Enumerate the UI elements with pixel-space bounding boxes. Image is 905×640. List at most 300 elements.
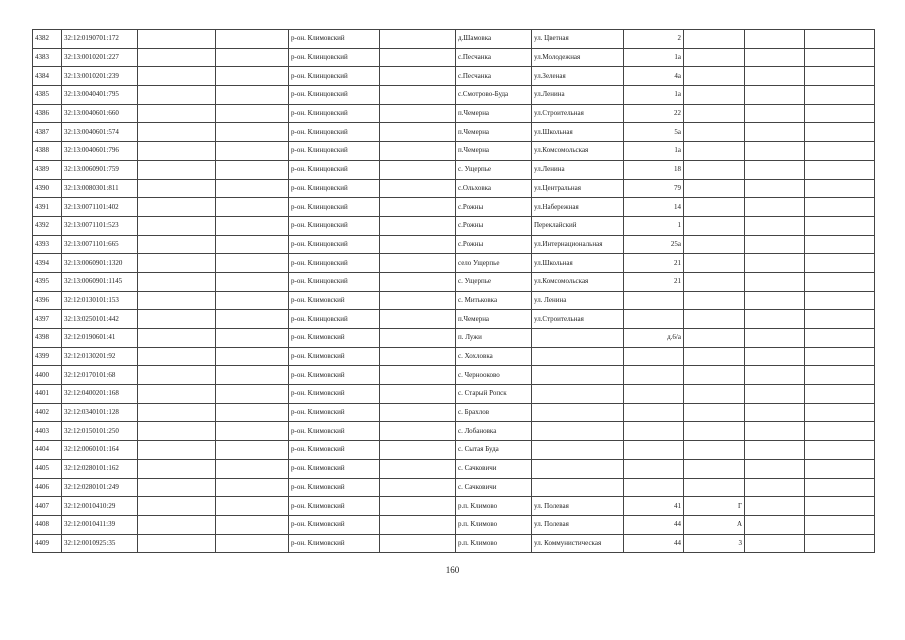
cell-empty — [216, 198, 289, 217]
cell-building — [684, 104, 745, 123]
cell-empty — [805, 235, 875, 254]
cell-empty — [805, 142, 875, 161]
registry-table — [32, 29, 875, 553]
cell-row-number: 4390 — [33, 179, 62, 198]
cell-building — [684, 123, 745, 142]
cell-empty — [216, 30, 289, 49]
cell-empty — [745, 48, 805, 67]
cell-district: р-он. Клинцовский — [289, 160, 380, 179]
cell-building — [684, 142, 745, 161]
cell-empty — [216, 272, 289, 291]
cell-house: 44 — [624, 515, 684, 534]
cell-building — [684, 366, 745, 385]
cell-district: р-он. Клинцовский — [289, 310, 380, 329]
cell-row-number: 4396 — [33, 291, 62, 310]
cell-district: р-он. Климовский — [289, 291, 380, 310]
cell-empty — [138, 272, 216, 291]
cell-building — [684, 459, 745, 478]
cell-empty — [138, 403, 216, 422]
cell-district: р-он. Климовский — [289, 366, 380, 385]
cell-empty — [138, 291, 216, 310]
cell-locality: п.Чемерна — [456, 142, 532, 161]
cell-locality: с. Сачковичи — [456, 459, 532, 478]
cell-building — [684, 478, 745, 497]
cell-empty — [805, 459, 875, 478]
cell-house: 5а — [624, 123, 684, 142]
cell-house — [624, 403, 684, 422]
cell-empty — [805, 403, 875, 422]
cell-street: ул.Центральная — [532, 179, 624, 198]
cell-row-number: 4382 — [33, 30, 62, 49]
cell-empty — [216, 48, 289, 67]
cell-empty — [216, 67, 289, 86]
cell-empty — [216, 142, 289, 161]
cell-street: ул.Ленина — [532, 86, 624, 105]
cell-empty — [745, 459, 805, 478]
cell-cadastral-number: 32:12:0010925:35 — [62, 534, 138, 553]
cell-empty — [745, 497, 805, 516]
table-row — [33, 441, 875, 460]
cell-building — [684, 272, 745, 291]
cell-house: 21 — [624, 272, 684, 291]
table-row — [33, 422, 875, 441]
cell-row-number: 4399 — [33, 347, 62, 366]
cell-empty — [216, 478, 289, 497]
cell-empty — [805, 198, 875, 217]
cell-cadastral-number: 32:13:0010201:227 — [62, 48, 138, 67]
cell-empty — [216, 86, 289, 105]
cell-empty — [805, 478, 875, 497]
cell-cadastral-number: 32:13:0071101:665 — [62, 235, 138, 254]
cell-empty — [216, 104, 289, 123]
cell-house — [624, 459, 684, 478]
cell-empty — [805, 366, 875, 385]
page-number: 160 — [445, 565, 460, 575]
cell-street: ул. Цветная — [532, 30, 624, 49]
cell-cadastral-number: 32:13:0040601:574 — [62, 123, 138, 142]
cell-empty — [138, 86, 216, 105]
cell-row-number: 4406 — [33, 478, 62, 497]
cell-empty — [745, 347, 805, 366]
cell-cadastral-number: 32:12:0170101:68 — [62, 366, 138, 385]
cell-empty — [138, 515, 216, 534]
cell-district: р-он. Климовский — [289, 403, 380, 422]
cell-house: 44 — [624, 534, 684, 553]
cell-empty — [745, 291, 805, 310]
cell-empty — [138, 216, 216, 235]
cell-empty — [216, 179, 289, 198]
cell-cadastral-number: 32:12:0010411:39 — [62, 515, 138, 534]
cell-row-number: 4404 — [33, 441, 62, 460]
cell-street: ул.Комсомольская — [532, 272, 624, 291]
cell-street — [532, 347, 624, 366]
cell-empty — [380, 422, 456, 441]
cell-locality: п.Чемерна — [456, 310, 532, 329]
cell-empty — [138, 48, 216, 67]
cell-empty — [745, 67, 805, 86]
cell-district: р-он. Климовский — [289, 459, 380, 478]
cell-empty — [805, 385, 875, 404]
cell-empty — [138, 497, 216, 516]
cell-locality: п.Чемерна — [456, 123, 532, 142]
cell-house: 41 — [624, 497, 684, 516]
cell-locality: с. Ущерпье — [456, 160, 532, 179]
cell-cadastral-number: 32:12:0130101:153 — [62, 291, 138, 310]
cell-empty — [380, 534, 456, 553]
cell-empty — [216, 385, 289, 404]
table-row — [33, 385, 875, 404]
cell-empty — [380, 179, 456, 198]
cell-locality: с.Смотрово-Буда — [456, 86, 532, 105]
cell-house: 25а — [624, 235, 684, 254]
cell-row-number: 4384 — [33, 67, 62, 86]
cell-district: р-он. Климовский — [289, 478, 380, 497]
table-body — [33, 30, 875, 553]
cell-locality: с. Митьковка — [456, 291, 532, 310]
cell-empty — [805, 123, 875, 142]
cell-empty — [380, 310, 456, 329]
cell-district: р-он. Климовский — [289, 30, 380, 49]
cell-cadastral-number: 32:13:0071101:402 — [62, 198, 138, 217]
cell-empty — [216, 347, 289, 366]
cell-empty — [380, 86, 456, 105]
cell-street — [532, 329, 624, 348]
cell-empty — [805, 291, 875, 310]
cell-building — [684, 422, 745, 441]
cell-empty — [138, 422, 216, 441]
cell-street — [532, 422, 624, 441]
cell-locality: с. Чернооково — [456, 366, 532, 385]
cell-empty — [745, 272, 805, 291]
cell-empty — [805, 534, 875, 553]
table-row — [33, 86, 875, 105]
cell-cadastral-number: 32:12:0400201:168 — [62, 385, 138, 404]
cell-empty — [380, 198, 456, 217]
cell-locality: с. Лобановка — [456, 422, 532, 441]
cell-empty — [216, 235, 289, 254]
cell-empty — [745, 198, 805, 217]
cell-empty — [745, 160, 805, 179]
cell-row-number: 4386 — [33, 104, 62, 123]
cell-empty — [805, 329, 875, 348]
cell-empty — [138, 142, 216, 161]
cell-cadastral-number: 32:13:0060901:1320 — [62, 254, 138, 273]
cell-street: ул.Зеленая — [532, 67, 624, 86]
cell-cadastral-number: 32:12:0280101:162 — [62, 459, 138, 478]
cell-empty — [745, 441, 805, 460]
cell-empty — [745, 254, 805, 273]
cell-locality: с. Ущерпье — [456, 272, 532, 291]
cell-empty — [138, 123, 216, 142]
cell-empty — [380, 67, 456, 86]
cell-cadastral-number: 32:13:0071101:523 — [62, 216, 138, 235]
cell-house: 4а — [624, 67, 684, 86]
cell-empty — [380, 366, 456, 385]
cell-row-number: 4402 — [33, 403, 62, 422]
cell-building — [684, 30, 745, 49]
cell-district: р-он. Климовский — [289, 441, 380, 460]
cell-empty — [380, 104, 456, 123]
table-row — [33, 123, 875, 142]
table-row — [33, 366, 875, 385]
cell-empty — [380, 347, 456, 366]
cell-row-number: 4389 — [33, 160, 62, 179]
cell-building — [684, 67, 745, 86]
cell-building — [684, 160, 745, 179]
cell-empty — [138, 67, 216, 86]
cell-district: р-он. Климовский — [289, 497, 380, 516]
cell-empty — [380, 478, 456, 497]
cell-building — [684, 48, 745, 67]
cell-empty — [138, 179, 216, 198]
cell-house — [624, 347, 684, 366]
cell-empty — [138, 347, 216, 366]
cell-row-number: 4407 — [33, 497, 62, 516]
table-row — [33, 534, 875, 553]
cell-empty — [216, 310, 289, 329]
cell-empty — [216, 422, 289, 441]
cell-cadastral-number: 32:12:0060101:164 — [62, 441, 138, 460]
cell-street: Переклайский — [532, 216, 624, 235]
cell-cadastral-number: 32:13:0040401:795 — [62, 86, 138, 105]
cell-locality: д.Шамовка — [456, 30, 532, 49]
cell-locality: с.Рожны — [456, 198, 532, 217]
table-row — [33, 291, 875, 310]
cell-empty — [138, 235, 216, 254]
cell-empty — [380, 403, 456, 422]
cell-cadastral-number: 32:13:0250101:442 — [62, 310, 138, 329]
cell-empty — [745, 366, 805, 385]
cell-empty — [216, 329, 289, 348]
cell-empty — [380, 160, 456, 179]
cell-street — [532, 366, 624, 385]
cell-house — [624, 310, 684, 329]
cell-locality: с.Рожны — [456, 216, 532, 235]
cell-empty — [380, 235, 456, 254]
cell-empty — [380, 30, 456, 49]
cell-empty — [216, 160, 289, 179]
cell-locality: с. Брахлов — [456, 403, 532, 422]
cell-locality: р.п. Климово — [456, 515, 532, 534]
cell-empty — [805, 515, 875, 534]
table-row — [33, 104, 875, 123]
cell-empty — [805, 216, 875, 235]
cell-row-number: 4397 — [33, 310, 62, 329]
cell-house — [624, 291, 684, 310]
cell-row-number: 4408 — [33, 515, 62, 534]
cell-empty — [745, 329, 805, 348]
cell-building: 3 — [684, 534, 745, 553]
cell-empty — [745, 422, 805, 441]
cell-empty — [805, 272, 875, 291]
cell-locality: п.Чемерна — [456, 104, 532, 123]
cell-empty — [745, 30, 805, 49]
cell-empty — [380, 329, 456, 348]
cell-building — [684, 291, 745, 310]
cell-row-number: 4393 — [33, 235, 62, 254]
cell-district: р-он. Климовский — [289, 347, 380, 366]
cell-row-number: 4394 — [33, 254, 62, 273]
cell-empty — [805, 441, 875, 460]
cell-house: 79 — [624, 179, 684, 198]
cell-empty — [805, 347, 875, 366]
cell-street: ул. Коммунистическая — [532, 534, 624, 553]
cell-building — [684, 179, 745, 198]
cell-empty — [216, 534, 289, 553]
cell-empty — [745, 216, 805, 235]
cell-district: р-он. Клинцовский — [289, 142, 380, 161]
cell-district: р-он. Клинцовский — [289, 254, 380, 273]
cell-empty — [138, 366, 216, 385]
cell-empty — [216, 515, 289, 534]
cell-row-number: 4385 — [33, 86, 62, 105]
cell-empty — [216, 291, 289, 310]
cell-district: р-он. Клинцовский — [289, 272, 380, 291]
cell-empty — [380, 216, 456, 235]
cell-street — [532, 478, 624, 497]
cell-locality: с.Песчанка — [456, 67, 532, 86]
cell-house: 18 — [624, 160, 684, 179]
cell-row-number: 4395 — [33, 272, 62, 291]
cell-empty — [805, 86, 875, 105]
cell-empty — [745, 86, 805, 105]
cell-street: ул.Ленина — [532, 160, 624, 179]
table-row — [33, 254, 875, 273]
cell-house: 1 — [624, 216, 684, 235]
cell-empty — [805, 104, 875, 123]
cell-empty — [805, 310, 875, 329]
cell-empty — [745, 385, 805, 404]
cell-house — [624, 422, 684, 441]
cell-empty — [138, 160, 216, 179]
cell-empty — [805, 67, 875, 86]
cell-cadastral-number: 32:13:0040601:660 — [62, 104, 138, 123]
cell-empty — [216, 403, 289, 422]
cell-district: р-он. Клинцовский — [289, 179, 380, 198]
cell-row-number: 4403 — [33, 422, 62, 441]
cell-building: Г — [684, 497, 745, 516]
cell-empty — [745, 310, 805, 329]
cell-empty — [380, 291, 456, 310]
cell-empty — [380, 123, 456, 142]
table-row — [33, 30, 875, 49]
cell-cadastral-number: 32:12:0010410:29 — [62, 497, 138, 516]
cell-locality: с.Песчанка — [456, 48, 532, 67]
cell-locality: с. Хохловка — [456, 347, 532, 366]
cell-house — [624, 385, 684, 404]
cell-empty — [380, 497, 456, 516]
cell-empty — [138, 254, 216, 273]
cell-empty — [138, 30, 216, 49]
cell-cadastral-number: 32:13:0040601:796 — [62, 142, 138, 161]
cell-street — [532, 403, 624, 422]
cell-empty — [745, 478, 805, 497]
cell-cadastral-number: 32:12:0280101:249 — [62, 478, 138, 497]
cell-district: р-он. Климовский — [289, 329, 380, 348]
cell-empty — [138, 104, 216, 123]
cell-building — [684, 385, 745, 404]
cell-empty — [216, 497, 289, 516]
cell-locality: р.п. Климово — [456, 497, 532, 516]
cell-empty — [216, 366, 289, 385]
cell-empty — [216, 459, 289, 478]
cell-street: ул. Полевая — [532, 497, 624, 516]
cell-empty — [138, 459, 216, 478]
cell-empty — [138, 198, 216, 217]
cell-district: р-он. Клинцовский — [289, 198, 380, 217]
cell-empty — [380, 441, 456, 460]
cell-cadastral-number: 32:13:0010201:239 — [62, 67, 138, 86]
cell-district: р-он. Клинцовский — [289, 123, 380, 142]
cell-empty — [216, 254, 289, 273]
cell-locality: с.Рожны — [456, 235, 532, 254]
cell-empty — [216, 441, 289, 460]
table-row — [33, 515, 875, 534]
cell-street: ул.Строительная — [532, 310, 624, 329]
cell-empty — [216, 216, 289, 235]
cell-empty — [805, 30, 875, 49]
cell-row-number: 4392 — [33, 216, 62, 235]
cell-locality: п. Лужи — [456, 329, 532, 348]
cell-empty — [380, 142, 456, 161]
cell-row-number: 4398 — [33, 329, 62, 348]
cell-building: А — [684, 515, 745, 534]
cell-empty — [216, 123, 289, 142]
cell-street: ул.Набережная — [532, 198, 624, 217]
table-row — [33, 403, 875, 422]
table-row — [33, 329, 875, 348]
cell-row-number: 4388 — [33, 142, 62, 161]
cell-building — [684, 329, 745, 348]
cell-empty — [745, 104, 805, 123]
cell-district: р-он. Клинцовский — [289, 216, 380, 235]
cell-empty — [138, 478, 216, 497]
cell-empty — [805, 48, 875, 67]
cell-empty — [138, 385, 216, 404]
cell-cadastral-number: 32:12:0190601:41 — [62, 329, 138, 348]
cell-cadastral-number: 32:12:0190701:172 — [62, 30, 138, 49]
table-row — [33, 198, 875, 217]
cell-locality: с. Старый Ропск — [456, 385, 532, 404]
cell-building — [684, 310, 745, 329]
cell-building — [684, 254, 745, 273]
cell-row-number: 4387 — [33, 123, 62, 142]
table-row — [33, 478, 875, 497]
cell-empty — [805, 179, 875, 198]
registry-table-sheet — [32, 29, 874, 553]
cell-street: ул.Молодежная — [532, 48, 624, 67]
cell-house: 14 — [624, 198, 684, 217]
cell-street: ул.Комсомольская — [532, 142, 624, 161]
table-row — [33, 142, 875, 161]
cell-cadastral-number: 32:13:0080301:811 — [62, 179, 138, 198]
cell-building — [684, 216, 745, 235]
table-row — [33, 235, 875, 254]
cell-house — [624, 478, 684, 497]
table-row — [33, 179, 875, 198]
table-row — [33, 347, 875, 366]
cell-cadastral-number: 32:13:0060901:759 — [62, 160, 138, 179]
cell-empty — [805, 254, 875, 273]
cell-empty — [380, 459, 456, 478]
cell-street — [532, 441, 624, 460]
cell-house: 1а — [624, 142, 684, 161]
cell-empty — [138, 534, 216, 553]
cell-building — [684, 441, 745, 460]
cell-empty — [380, 254, 456, 273]
cell-empty — [138, 441, 216, 460]
cell-empty — [805, 160, 875, 179]
